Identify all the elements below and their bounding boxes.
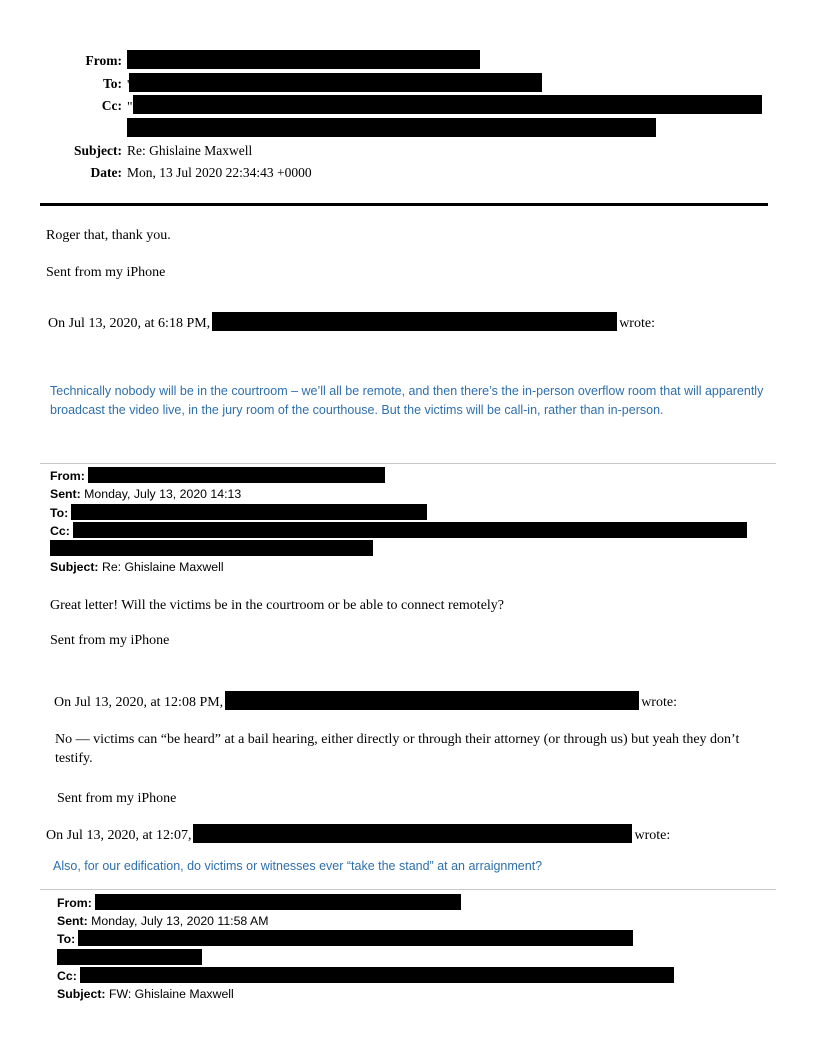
subject-value: Re: Ghislaine Maxwell [127,143,253,158]
bot-row-subject [57,985,776,1003]
mid-row-cc [50,522,776,559]
redacted-cc-address-1 [133,95,762,114]
mid-row-from [50,467,776,485]
bot-row-from [57,894,776,912]
mid-subject-value: Re: Ghislaine Maxwell [101,560,224,575]
cc-label: Cc: [101,98,122,113]
redacted-from-address [127,50,480,69]
cc-value [127,95,762,140]
mid-sent-value: Monday, July 13, 2020 14:13 [84,487,242,502]
quote2-prefix: On Jul 13, 2020, at 12:08 PM, [54,694,224,710]
bot-cc-label: Cc: [57,968,77,983]
header-row-date [40,162,776,184]
quote2-suffix: wrote: [641,694,677,710]
redacted-to-address [129,73,542,92]
message4-body: No — victims can “be heard” at a bail hearing, either directly or through their attorney (or through us) but yeah they don’t testify. [55,731,740,766]
header-row-from [40,50,776,73]
mid-cc-label: Cc: [50,523,70,538]
message1-body: Roger that, thank you. [46,228,171,243]
redacted-sender-2 [225,691,639,710]
quote1-prefix: On Jul 13, 2020, at 6:18 PM, [48,316,211,331]
from-value [127,50,480,73]
bot-row-to [57,930,776,967]
header-row-to [40,73,776,96]
message4-quote-attribution [46,824,776,845]
mid-to-label: To: [50,505,69,520]
message3-signature: Sent from my iPhone [50,632,170,648]
message5-body: Also, for our edification, do victims or witnesses ever “take the stand” at an arraignment? [53,858,543,873]
cc-prefix: " [127,99,133,114]
date-value: Mon, 13 Jul 2020 22:34:43 +0000 [127,164,312,180]
message3-body: Great letter! Will the victims be in the courtroom or be able to connect remotely? [50,597,505,613]
bot-subject-label: Subject: [57,987,106,1002]
divider-2 [40,889,776,890]
redacted-bot-cc [80,967,674,983]
mid-from-label: From: [50,469,85,483]
bot-sent-label: Sent: [57,914,88,929]
message2-body: Technically nobody will be in the courtroom – we’ll all be remote, and then there’s the in-person overflow room that will apparently broadcast the video live, in the jury room of the courthouse. But the victims will be call-in, rather than in-person. [50,384,764,417]
redacted-sender-1 [212,312,617,331]
mid-sent-label: Sent: [50,487,81,502]
quote3-suffix: wrote: [634,827,671,843]
email-header-mid [50,467,776,577]
bot-sent-value: Monday, July 13, 2020 11:58 AM [91,914,269,929]
bot-to-label: To: [57,932,76,947]
message4-signature: Sent from my iPhone [57,790,177,806]
header-row-cc [40,95,776,140]
redacted-cc-address-2 [127,118,656,137]
redacted-bot-from [95,894,461,910]
mid-row-subject [50,558,776,576]
redacted-sender-3 [193,824,632,843]
message1-signature: Sent from my iPhone [46,265,166,280]
redacted-bot-to-2 [57,949,202,965]
subject-label: Subject: [74,143,122,158]
bot-from-label: From: [57,895,92,910]
redacted-mid-cc-1 [73,522,747,538]
to-value [127,73,542,96]
message1-quote-attribution [48,312,776,333]
email-header-top [40,50,776,183]
message3-quote-attribution [54,691,776,712]
to-prefix: ' [127,76,130,92]
redacted-bot-to-1 [78,930,633,946]
bot-row-cc [57,967,776,985]
redacted-mid-cc-2 [50,540,373,556]
redacted-mid-to [71,504,427,520]
to-label: To: [102,75,122,91]
bot-row-sent [57,912,776,930]
email-header-bottom [57,894,776,1004]
mid-subject-label: Subject: [50,560,99,575]
bot-subject-value: FW: Ghislaine Maxwell [108,987,234,1002]
header-row-subject [40,140,776,162]
from-label: From: [85,53,122,68]
date-label: Date: [90,164,122,180]
redacted-mid-from [88,467,385,483]
mid-row-sent [50,485,776,503]
quote1-suffix: wrote: [619,316,655,331]
quote3-prefix: On Jul 13, 2020, at 12:07, [46,827,192,843]
header-separator-rule [40,203,768,206]
mid-row-to [50,504,776,522]
divider-1 [40,463,776,464]
